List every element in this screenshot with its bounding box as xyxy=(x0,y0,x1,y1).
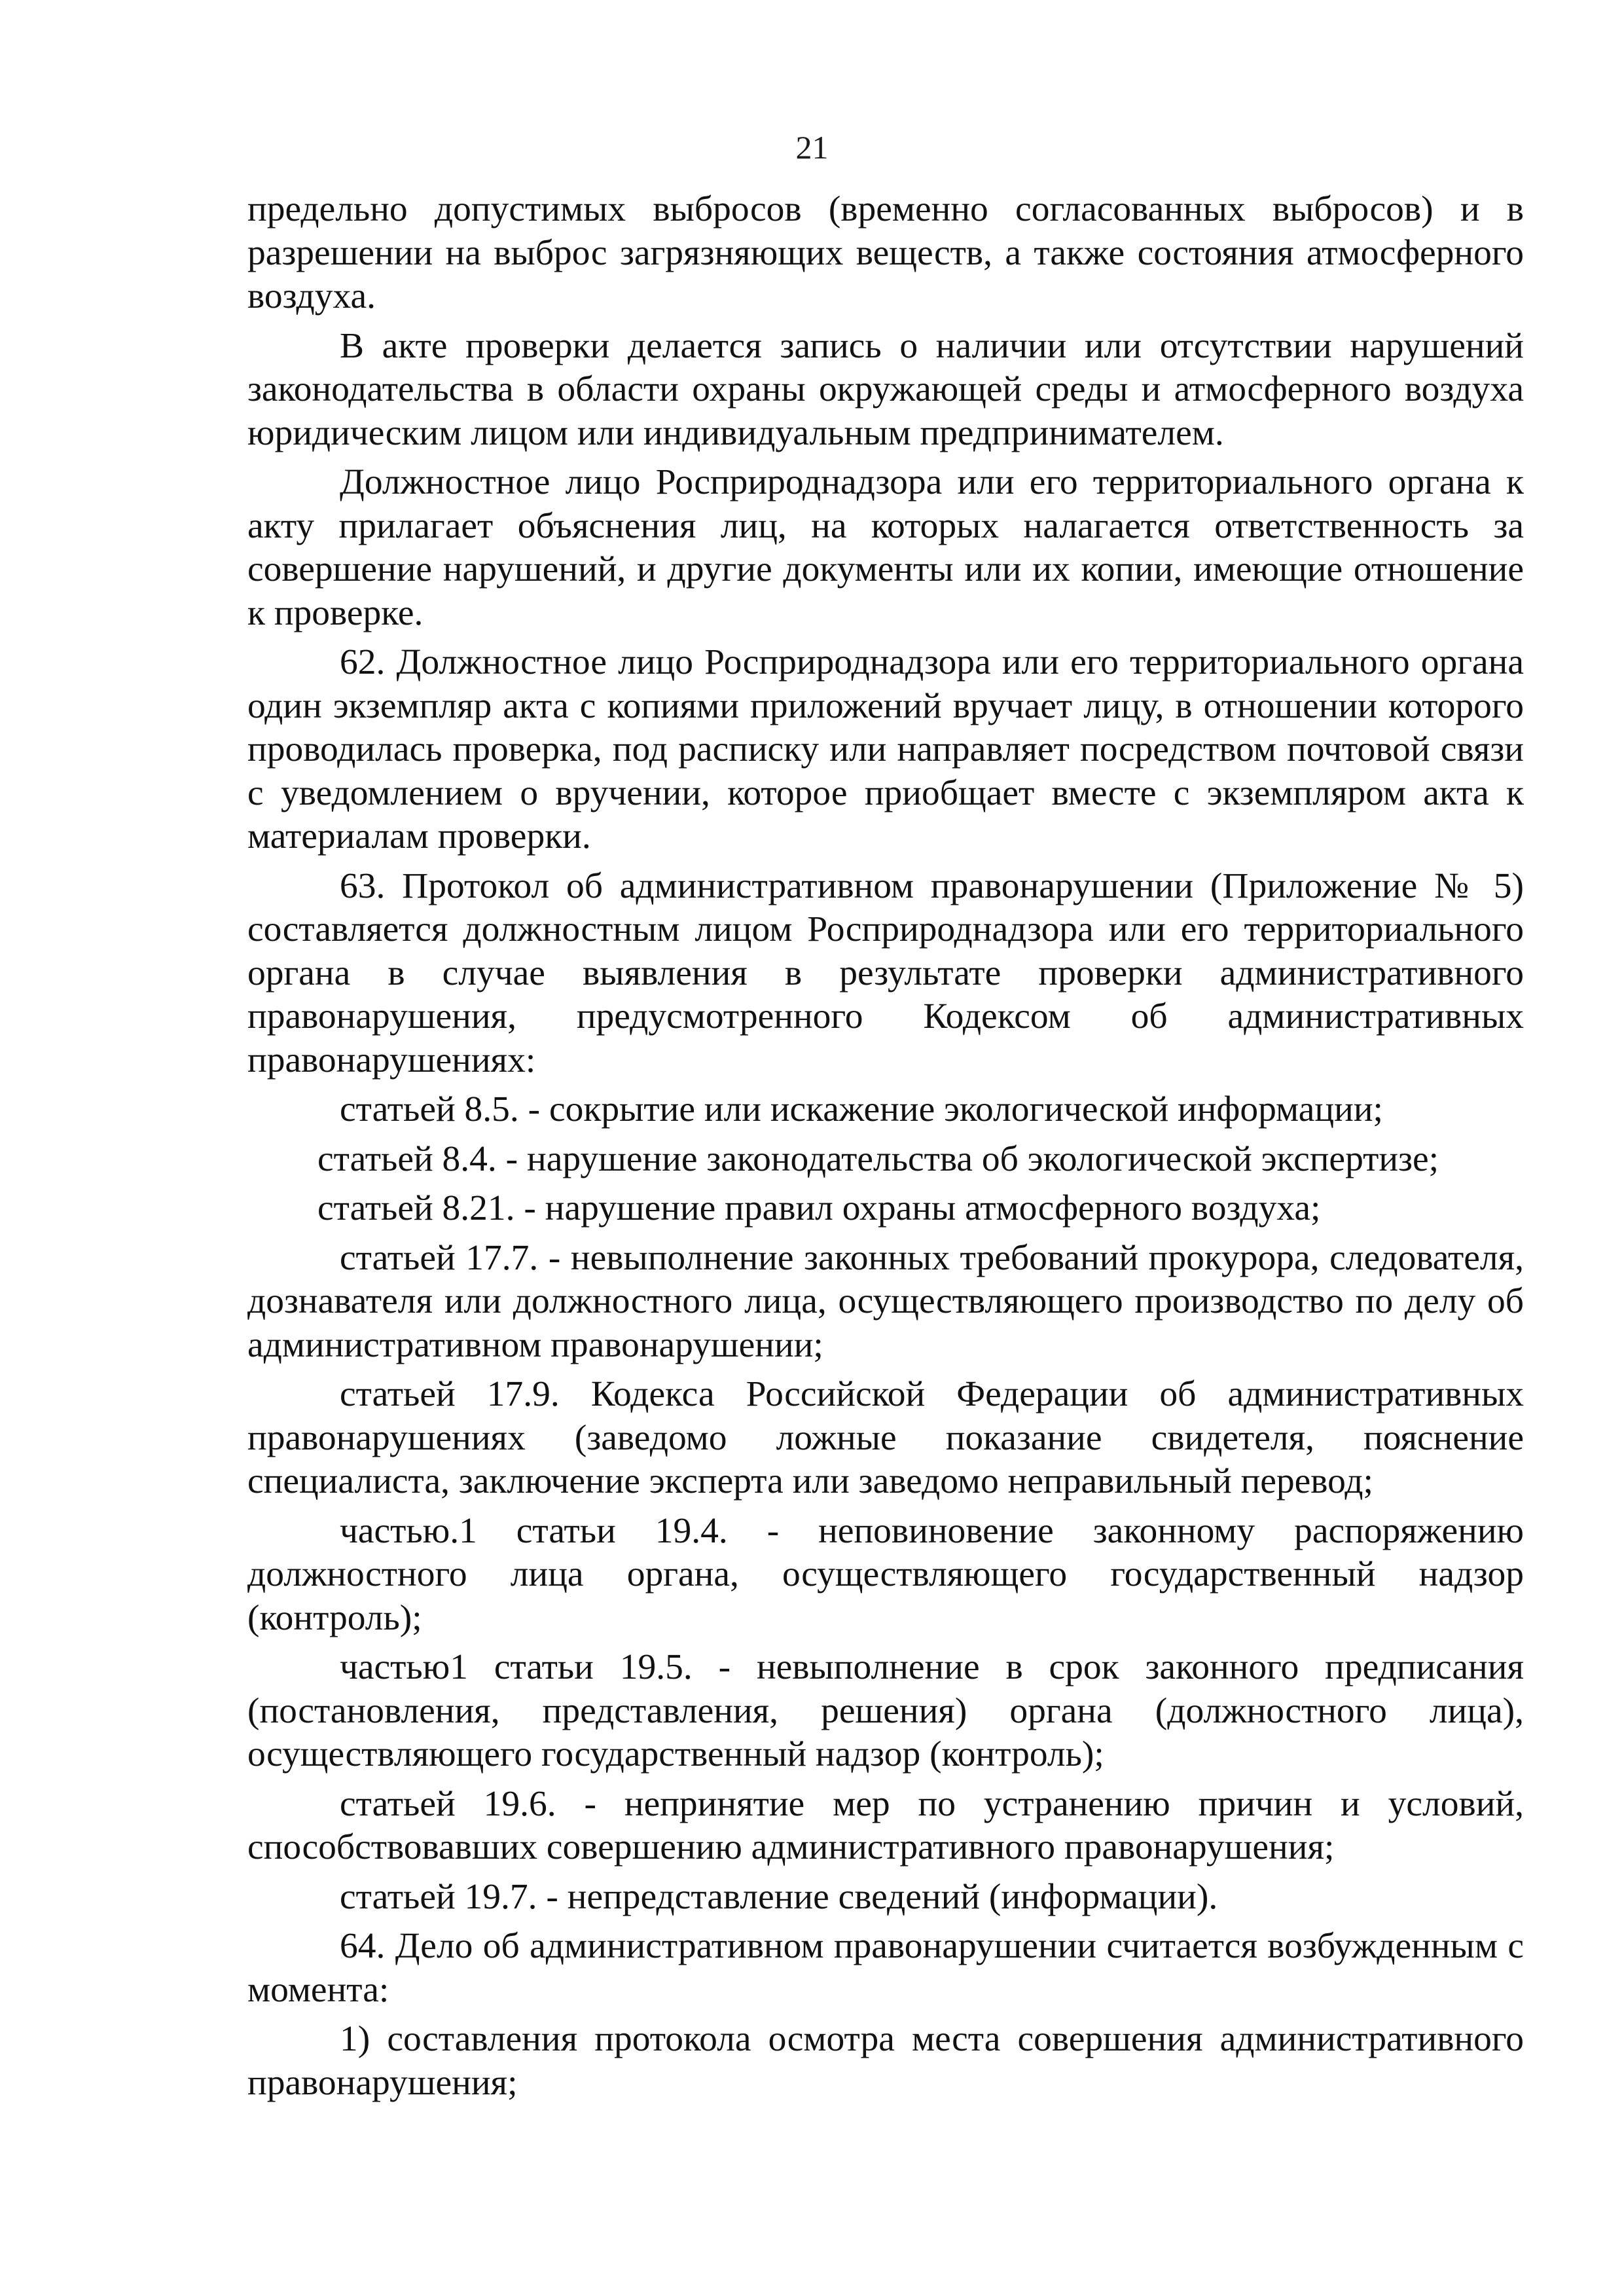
list-item-64-1: 1) составления протокола осмотра места совершения административного правонарушения; xyxy=(247,2019,1524,2103)
paragraph-item-62: 62. Должностное лицо Росприроднадзора или его территориального органа один экземпляр акта с копиями приложений вручает лицу, в отношении которого проводилась проверка, под расписку или направляет посредством почтовой связи с уведомлением о вручении, которое приобщает вместе с экземпляром акта к материалам проверки. xyxy=(247,642,1524,856)
paragraph-item-63: 63. Протокол об административном правонарушении (Приложение № 5) составляется должностным лицом Росприроднадзора или его территориального органа в случае выявления в результате проверки административного правонарушения, предусмотренного Кодексом об административных правонарушениях: xyxy=(247,866,1524,1080)
list-item-article-19-6: статьей 19.6. - непринятие мер по устранению причин и условий, способствовавших совершению административного правонарушения; xyxy=(247,1783,1524,1867)
page-number: 21 xyxy=(795,129,829,166)
list-item-article-17-7: статьей 17.7. - невыполнение законных требований прокурора, следователя, дознавателя или должностного лица, осуществляющего производство по делу об административном правонарушении; xyxy=(247,1237,1524,1365)
list-item-article-8-21: статьей 8.21. - нарушение правил охраны атмосферного воздуха; xyxy=(317,1188,1321,1228)
list-item-article-17-9: статьей 17.9. Кодекса Российской Федерации об административных правонарушениях (заведомо ложные показание свидетеля, пояснение специалиста, заключение эксперта или заведомо неправильный перевод; xyxy=(247,1374,1524,1501)
list-item-article-19-5: частью1 статьи 19.5. - невыполнение в срок законного предписания (постановления, представления, решения) органа (должностного лица), осуществляющего государственный надзор (контроль); xyxy=(247,1647,1524,1774)
paragraph-inspection-act-record: В акте проверки делается запись о наличии или отсутствии нарушений законодательства в области охраны окружающей среды и атмосферного воздуха юридическим лицом или индивидуальным предпринимателем. xyxy=(247,325,1524,453)
list-item-article-8-4: статьей 8.4. - нарушение законодательства об экологической экспертизе; xyxy=(317,1139,1439,1179)
paragraph-emissions-continuation: предельно допустимых выбросов (временно согласованных выбросов) и в разрешении на выброс загрязняющих веществ, а также состояния атмосферного воздуха. xyxy=(247,189,1524,316)
list-item-article-8-5: статьей 8.5. - сокрытие или искажение экологической информации; xyxy=(340,1089,1383,1129)
document-body xyxy=(247,188,1524,2111)
list-item-article-19-4: частью.1 статьи 19.4. - неповиновение законному распоряжению должностного лица органа, осуществляющего государственный надзор (контроль); xyxy=(247,1510,1524,1638)
paragraph-item-64: 64. Дело об административном правонарушении считается возбужденным с момента: xyxy=(247,1926,1524,2010)
paragraph-official-attachments: Должностное лицо Росприроднадзора или его территориального органа к акту прилагает объяснения лиц, на которых налагается ответственность за совершение нарушений, и другие документы или их копии, имеющие отношение к проверке. xyxy=(247,462,1524,633)
list-item-article-19-7: статьей 19.7. - непредставление сведений (информации). xyxy=(340,1876,1218,1917)
